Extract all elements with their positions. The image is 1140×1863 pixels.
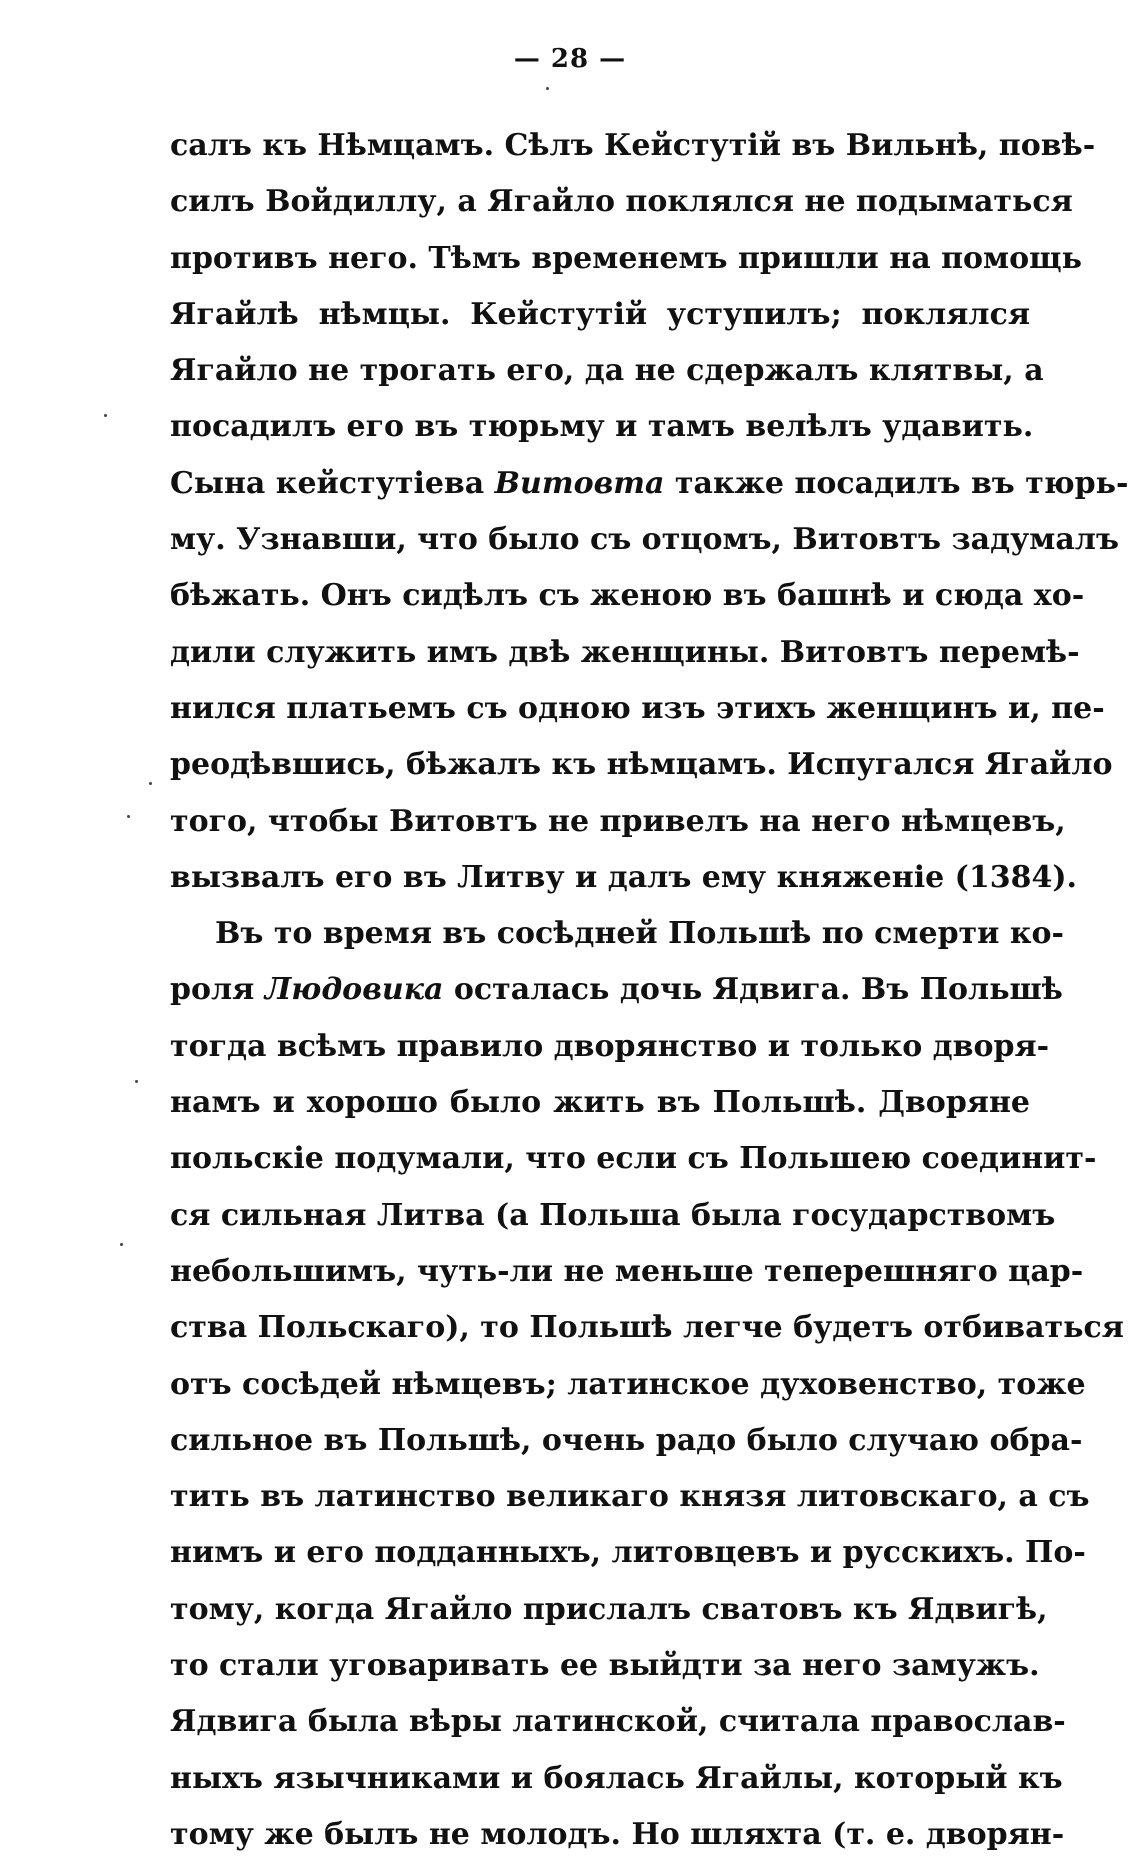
text-line: тогда всѣмъ правило дворянство и только дворя- (170, 1028, 1050, 1064)
text-line: намъ и хорошо было жить въ Польшѣ. Дворяне (170, 1085, 1030, 1121)
text-line: му. Узнавши, что было съ отцомъ, Витовтъ задумалъ (170, 522, 1119, 558)
text-line: силъ Войдиллу, а Ягайло поклялся не подыматься (170, 184, 1073, 220)
text-line: тому, когда Ягайло прислалъ сватовъ къ Ядвигѣ, (170, 1591, 1048, 1627)
text-line: Ядвига была вѣры латинской, считала православ- (170, 1704, 1066, 1740)
text-line (170, 962, 1063, 1018)
text-line: ства Польскаго), то Польшѣ легче будетъ отбиваться (170, 1310, 1124, 1346)
text-line: реодѣвшись, бѣжалъ къ нѣмцамъ. Испугался Ягайло (170, 747, 1113, 783)
text-line: ся сильная Литва (а Польша была государствомъ (170, 1197, 1056, 1233)
text-line: салъ къ Нѣмцамъ. Сѣлъ Кейстутій въ Вильнѣ, повѣ- (170, 128, 1096, 163)
text-line: тому же былъ не молодъ. Но шляхта (т. е. дворян- (170, 1816, 1065, 1852)
text-line: отъ сосѣдей нѣмцевъ; латинское духовенство, тоже (170, 1366, 1086, 1402)
text-line: посадилъ его въ тюрьму и тамъ велѣлъ удавить. (170, 409, 1034, 445)
text-line: того, чтобы Витовтъ не привелъ на него нѣмцевъ, (170, 803, 1066, 839)
line-text: Сына кейстутіева (170, 465, 495, 501)
scan-speck (135, 1080, 138, 1083)
text-line: небольшимъ, чуть-ли не меньше теперешняго цар- (170, 1253, 1084, 1289)
scan-speck (127, 815, 130, 818)
text-line: Ягайло не трогать его, да не сдержалъ клятвы, а (170, 353, 1044, 389)
text-line: Ягайлѣ нѣмцы. Кейстутій уступилъ; поклялся (170, 296, 1030, 332)
text-line: то стали уговаривать ее выйдти за него замужъ. (170, 1648, 1040, 1684)
text-line: нимъ и его подданныхъ, литовцевъ и русскихъ. По- (170, 1535, 1086, 1571)
text-line: нился платьемъ съ одною изъ этихъ женщинъ и, пе- (170, 690, 1105, 726)
text-line: польскіе подумали, что если съ Польшею соединит- (170, 1141, 1097, 1177)
body-text (170, 118, 1129, 1863)
page-number: — 28 — (513, 44, 627, 74)
text-line: тить въ латинство великаго князя литовскаго, а съ (170, 1479, 1090, 1515)
text-line: бѣжать. Онъ сидѣлъ съ женою въ башнѣ и сюда хо- (170, 578, 1085, 614)
text-line: противъ него. Тѣмъ временемъ пришли на помощь (170, 240, 1082, 276)
emphasized-name-vitovt: Витовта (494, 465, 665, 501)
text-line (170, 456, 1129, 512)
emphasized-name-ludovik: Людовика (264, 972, 444, 1008)
scan-speck (104, 414, 107, 417)
line-text: роля (170, 972, 265, 1008)
paragraph-end-line: вызвалъ его въ Литву и далъ ему княженіе (1384). (170, 859, 1077, 895)
scan-speck (546, 87, 549, 90)
text-line: дили служить имъ двѣ женщины. Витовтъ перемѣ- (170, 634, 1080, 670)
text-line: ныхъ язычниками и боялась Ягайлы, который къ (170, 1760, 1063, 1796)
line-text: осталась дочь Ядвига. Въ Польшѣ (443, 972, 1063, 1008)
text-line: сильное въ Польшѣ, очень радо было случаю обра- (170, 1422, 1083, 1458)
paragraph-start-line: Въ то время въ сосѣдней Польшѣ по смерти ко- (215, 916, 1064, 952)
scan-speck (120, 1243, 123, 1246)
scan-speck (149, 782, 152, 785)
line-text: также посадилъ въ тюрь- (664, 465, 1129, 501)
